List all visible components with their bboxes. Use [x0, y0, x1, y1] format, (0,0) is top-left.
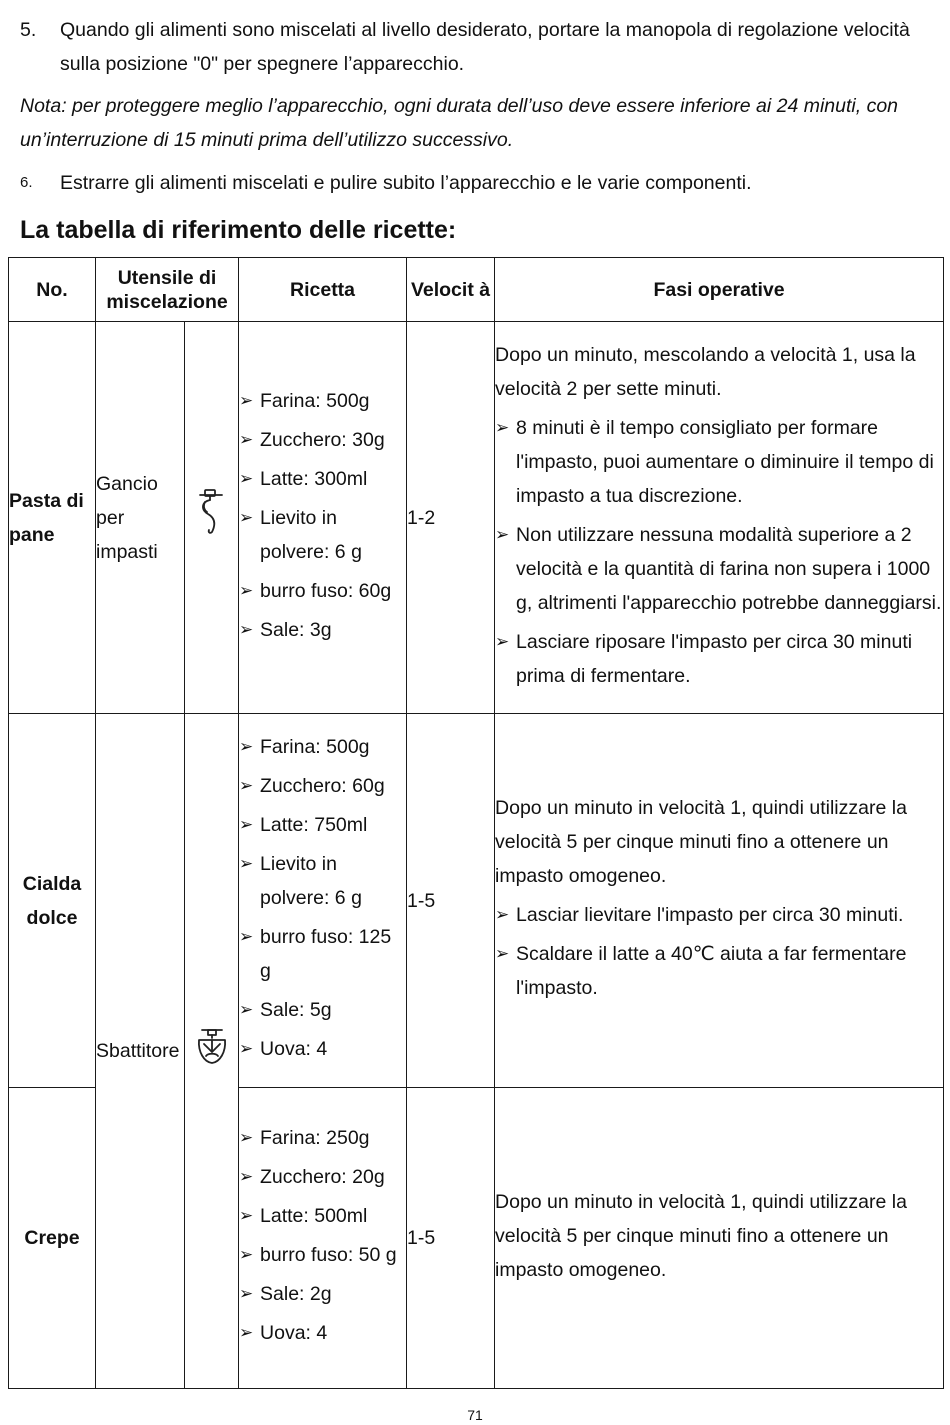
- usage-note: Nota: per proteggere meglio l’apparecchio, ogni durata dell’uso deve essere inferiore ai 24 minuti, con un’interruzione di 15 minuti prima dell’utilizzo successivo.: [20, 95, 899, 151]
- recipe-name: Cialda dolce: [9, 714, 96, 1088]
- recipe-reference-table: [8, 257, 944, 1389]
- tool-name: Gancio per impasti: [96, 322, 185, 714]
- step-intro: Dopo un minuto, mescolando a velocità 1, usa la velocità 2 per sette minuti.: [495, 343, 916, 400]
- header-no: No.: [9, 258, 96, 322]
- header-speed: Velocit à: [407, 258, 495, 322]
- table-header-row: [9, 258, 944, 322]
- ingredient-item: ➢ burro fuso: 60g: [239, 574, 406, 608]
- tool-icon-cell: [185, 322, 239, 714]
- ingredients-cell: [239, 1088, 407, 1389]
- speed-value: 1-5: [407, 714, 495, 1088]
- step-bullet: ➢ Non utilizzare nessuna modalità superiore a 2 velocità e la quantità di farina non supera i 1000 g, altrimenti l'apparecchio potrebbe danneggiarsi.: [495, 518, 943, 620]
- step-intro: Dopo un minuto in velocità 1, quindi utilizzare la velocità 5 per cinque minuti fino a ottenere un impasto omogeneo.: [495, 1190, 907, 1281]
- ingredient-item: ➢ Lievito in polvere: 6 g: [239, 501, 406, 569]
- ingredient-item: ➢ Sale: 3g: [239, 613, 406, 647]
- ingredient-item: ➢ Farina: 250g: [239, 1121, 406, 1155]
- step-number: 5.: [20, 19, 37, 41]
- speed-value: 1-5: [407, 1088, 495, 1389]
- recipe-name: Crepe: [9, 1088, 96, 1389]
- operative-steps-cell: [495, 1088, 944, 1389]
- tool-name: Sbattitore: [96, 714, 185, 1389]
- recipe-name: Pasta di pane: [9, 322, 96, 714]
- step-intro: Dopo un minuto in velocità 1, quindi utilizzare la velocità 5 per cinque minuti fino a ottenere un impasto omogeneo.: [495, 797, 907, 887]
- ingredients-cell: [239, 322, 407, 714]
- ingredient-item: ➢ burro fuso: 50 g: [239, 1238, 406, 1272]
- step-bullet: ➢ Scaldare il latte a 40℃ aiuta a far fermentare l'impasto.: [495, 937, 943, 1005]
- ingredient-item: ➢ Farina: 500g: [239, 730, 406, 764]
- step-text: Quando gli alimenti sono miscelati al livello desiderato, portare la manopola di regolazione velocità sulla posizione "0" per spegnere l’apparecchio.: [60, 19, 910, 75]
- header-recipe: Ricetta: [239, 258, 407, 322]
- ingredient-item: ➢ Uova: 4: [239, 1316, 406, 1350]
- step-number: 6.: [20, 174, 33, 191]
- dough-hook-icon: [197, 488, 227, 536]
- ingredient-item: ➢ Zucchero: 20g: [239, 1160, 406, 1194]
- ingredient-item: ➢ Zucchero: 60g: [239, 769, 406, 803]
- step-bullet: ➢ Lasciar lievitare l'impasto per circa 30 minuti.: [495, 898, 943, 932]
- ingredient-item: ➢ Uova: 4: [239, 1032, 406, 1066]
- steps-bullet-list: [495, 411, 943, 693]
- ingredient-item: ➢ Sale: 2g: [239, 1277, 406, 1311]
- operative-steps-cell: [495, 322, 944, 714]
- ingredient-item: ➢ Farina: 500g: [239, 384, 406, 418]
- step-bullet: ➢ 8 minuti è il tempo consigliato per formare l'impasto, puoi aumentare o diminuire il tempo di impasto a tua discrezione.: [495, 411, 943, 513]
- ingredient-item: ➢ burro fuso: 125 g: [239, 920, 406, 988]
- ingredients-list: [239, 730, 406, 1066]
- ingredient-item: ➢ Latte: 500ml: [239, 1199, 406, 1233]
- ingredients-list: [239, 1121, 406, 1350]
- ingredients-list: [239, 384, 406, 647]
- step-bullet: ➢ Lasciare riposare l'impasto per circa 30 minuti prima di fermentare.: [495, 625, 943, 693]
- table-row: [9, 322, 944, 714]
- header-steps: Fasi operative: [495, 258, 944, 322]
- table-row: [9, 714, 944, 1088]
- instruction-step-5: [20, 13, 925, 81]
- ingredient-item: ➢ Sale: 5g: [239, 993, 406, 1027]
- operative-steps-cell: [495, 714, 944, 1088]
- ingredient-item: ➢ Latte: 300ml: [239, 462, 406, 496]
- flat-beater-icon: [194, 1026, 230, 1066]
- tool-icon-cell: [185, 714, 239, 1389]
- ingredients-cell: [239, 714, 407, 1088]
- steps-bullet-list: [495, 898, 943, 1005]
- ingredient-item: ➢ Zucchero: 30g: [239, 423, 406, 457]
- step-text: Estrarre gli alimenti miscelati e pulire subito l’apparecchio e le varie componenti.: [60, 172, 752, 194]
- page-number: 71: [467, 1407, 483, 1423]
- ingredient-item: ➢ Latte: 750ml: [239, 808, 406, 842]
- table-title: La tabella di riferimento delle ricette:: [20, 216, 457, 244]
- ingredient-item: ➢ Lievito in polvere: 6 g: [239, 847, 406, 915]
- speed-value: 1-2: [407, 322, 495, 714]
- header-tool: Utensile di miscelazione: [96, 258, 239, 322]
- instruction-step-6: [20, 166, 925, 200]
